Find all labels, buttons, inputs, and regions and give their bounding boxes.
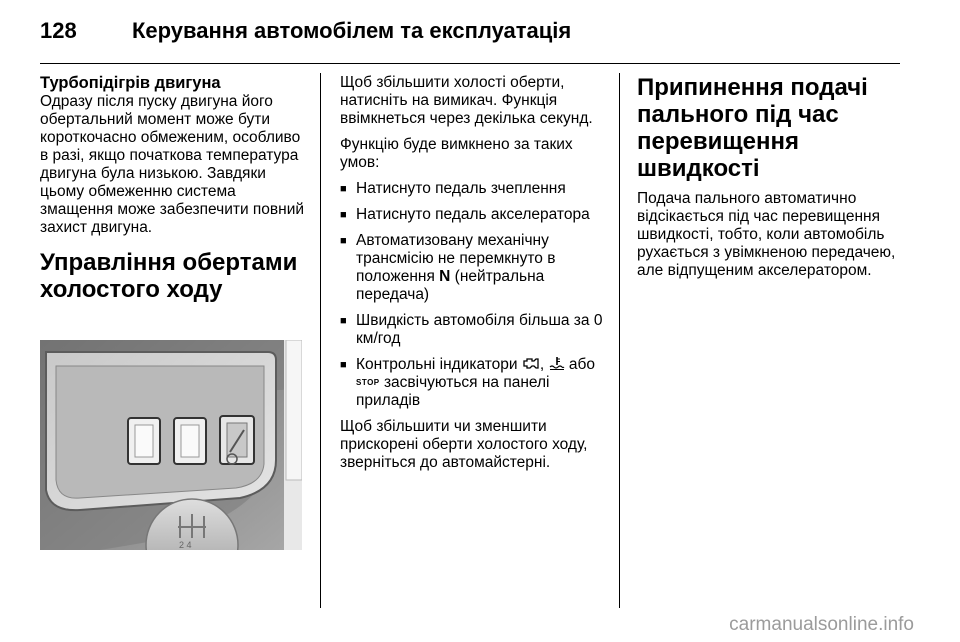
column-divider-right <box>619 73 620 608</box>
engine-warning-icon <box>522 357 540 370</box>
heading-idle-control: Управління обертами холостого ходу <box>40 249 298 303</box>
chapter-title: Керування автомобілем та експлуатація <box>132 18 572 43</box>
bullet-square: ■ <box>340 183 347 195</box>
heading-fuel-cutoff: Припинення подачі пального під час перевищення швидкості <box>637 74 868 182</box>
bullet-square: ■ <box>340 315 347 327</box>
conditions-intro-text: Функцію буде вимкнено за таких умов: <box>340 136 573 171</box>
list-item: ■ Контрольні індикатори , або STOP засвічуються на панелі приладів <box>340 356 595 410</box>
bullet-square: ■ <box>340 209 347 221</box>
list-item: ■ Натиснуто педаль акселератора <box>340 206 590 223</box>
left-column <box>40 74 308 315</box>
idle-intro-text: Щоб збільшити холості оберти, натисніть на вимикач. Функція ввімкнеться через декілька секунд. <box>340 74 593 127</box>
header-divider <box>40 63 900 64</box>
list-item: ■ Автоматизовану механічну трансмісію не перемкнуто в положення N (нейтральна передача) <box>340 232 556 303</box>
bullet-square: ■ <box>340 359 347 371</box>
conditions-list <box>340 180 612 410</box>
middle-column <box>340 74 612 480</box>
list-item: ■ Натиснуто педаль зчеплення <box>340 180 566 197</box>
shifter-numbers: 2 4 <box>179 540 192 550</box>
stop-icon: STOP <box>356 378 380 387</box>
coolant-temperature-icon <box>549 356 565 370</box>
watermark-link[interactable]: carmanualsonline.info <box>729 614 914 635</box>
section-text-turbo: Одразу після пуску двигуна його обертальний момент може бути короткочасно обмеженим, особливо в разі, якщо початкова температура двигуна була низькою. Завдяки цьому обмеженню система змащення може забезпечити повний захист двигуна. <box>40 93 305 236</box>
dashboard-switch-photo <box>40 340 302 550</box>
idle-outro-text: Щоб збільшити чи зменшити прискорені оберти холостого ходу, зверніться до автомайстерні. <box>340 418 588 472</box>
right-column <box>637 74 905 288</box>
section-title-turbo: Турбопідігрів двигуна <box>40 74 221 92</box>
fuel-cutoff-text: Подача пального автоматично відсікається під час перевищення швидкості, тобто, коли автомобіль рухається з увімкненою передачею, але відпущеним акселератором. <box>637 190 896 279</box>
page-number: 128 <box>40 18 77 43</box>
column-divider-left <box>320 73 321 608</box>
page-header <box>40 18 571 48</box>
neutral-gear-letter: N <box>439 268 451 285</box>
bullet-square: ■ <box>340 235 347 247</box>
switch-panel-illustration <box>40 340 302 550</box>
list-item: ■ Швидкість автомобіля більша за 0 км/год <box>340 312 603 347</box>
